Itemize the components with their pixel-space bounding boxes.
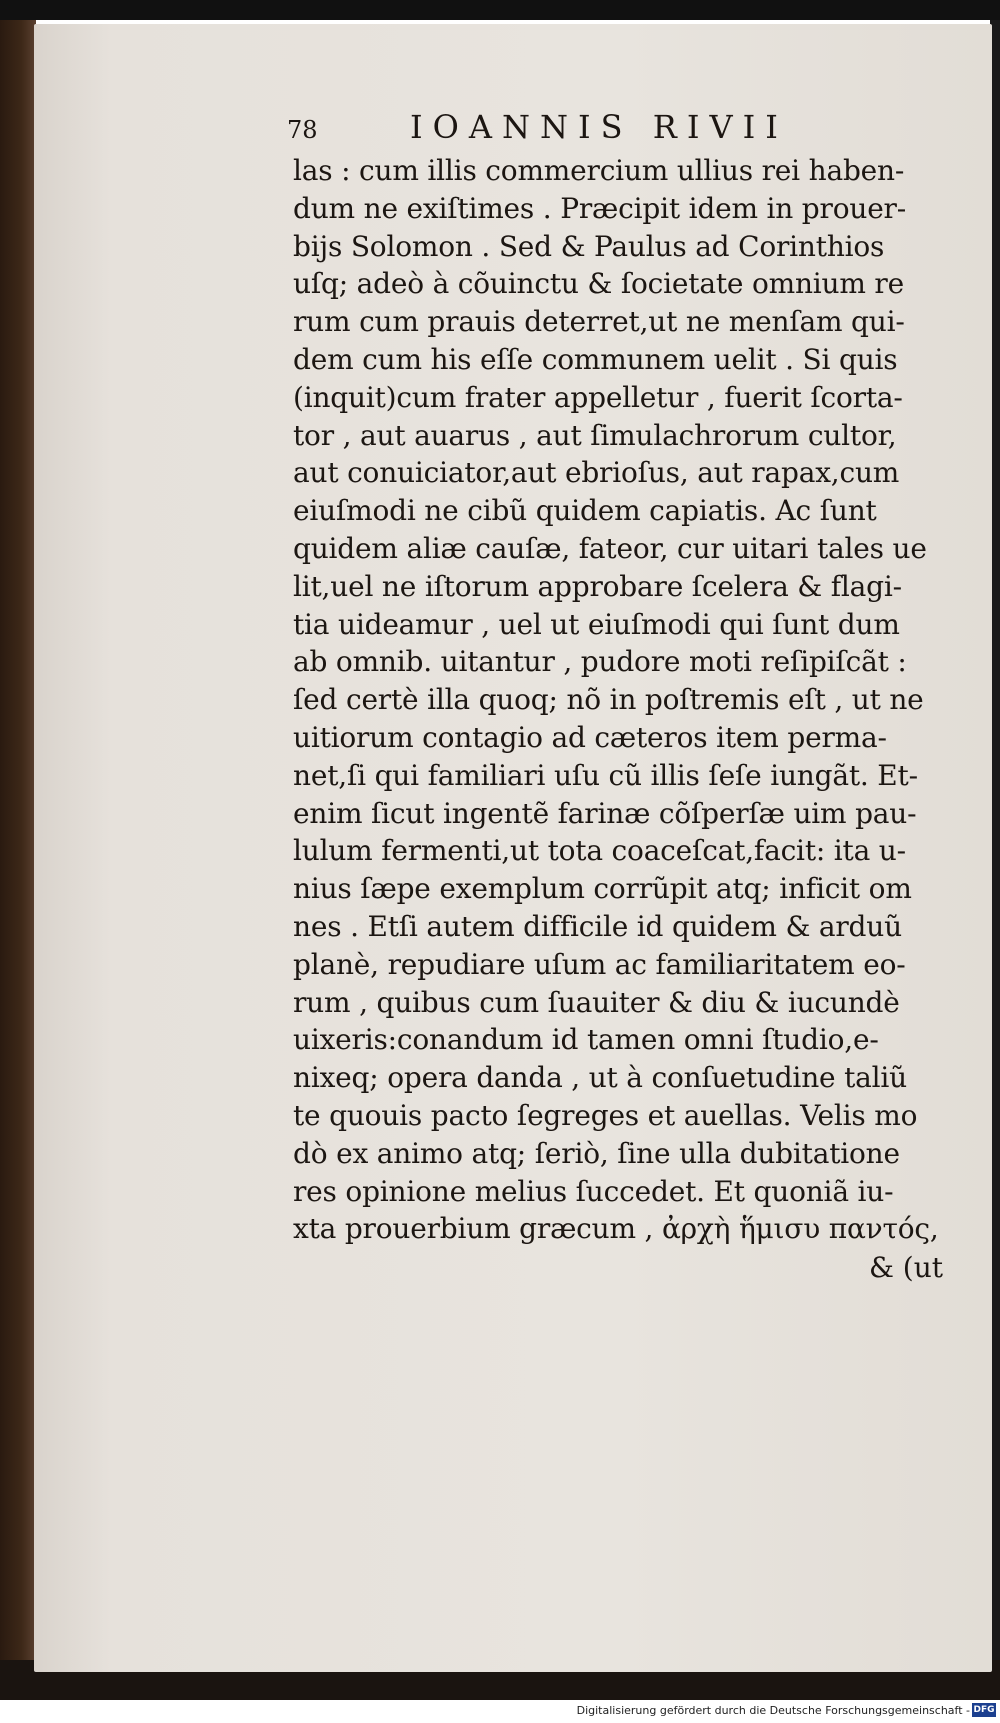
- text-line: eiuſmodi ne cibũ quidem capiatis. Ac ſunt: [293, 494, 877, 528]
- text-line: bijs Solomon . Sed & Paulus ad Corinthios: [293, 229, 885, 263]
- text-line: net,ſi qui familiari uſu cũ illis ſeſe iungãt. Et-: [293, 758, 918, 792]
- digitization-footer: [0, 1700, 1000, 1723]
- page-header: [287, 108, 953, 152]
- body-text: [293, 152, 953, 1288]
- text-line: lit,uel ne iſtorum approbare ſcelera & flagi-: [293, 569, 902, 603]
- text-line: res opinione melius ſuccedet. Et quoniã iu-: [293, 1174, 894, 1208]
- left-binding-edge: [0, 20, 36, 1660]
- text-line: dem cum his eſſe communem uelit . Si quis: [293, 342, 898, 376]
- text-line: tor , aut auarus , aut ſimulachrorum cultor,: [293, 418, 897, 452]
- text-line: quidem aliæ cauſæ, fateor, cur uitari tales ue: [293, 531, 927, 565]
- text-line: tia uideamur , uel ut eiuſmodi qui ſunt dum: [293, 607, 900, 641]
- text-line: nius ſæpe exemplum corrũpit atq; inficit om: [293, 872, 912, 906]
- text-line: (inquit)cum frater appelletur , fuerit ſcorta-: [293, 380, 903, 414]
- catchword: & (ut: [868, 1251, 943, 1285]
- text-line: rum , quibus cum ſuauiter & diu & iucundè: [293, 985, 900, 1019]
- text-line: las : cum illis commercium ullius rei haben-: [293, 154, 905, 187]
- text-line: aut conuiciator,aut ebrioſus, aut rapax,cum: [293, 456, 900, 490]
- text-line: dum ne exiſtimes . Præcipit idem in prouer-: [293, 191, 907, 225]
- text-line: nes . Etſi autem difficile id quidem & arduũ: [293, 909, 902, 943]
- text-line: dò ex animo atq; ſeriò, ſine ulla dubitatione: [293, 1136, 900, 1170]
- text-line: rum cum prauis deterret,ut ne menſam qui-: [293, 305, 905, 339]
- text-line: lulum fermenti,ut tota coaceſcat,facit: ita u-: [293, 834, 906, 868]
- dfg-logo-icon: DFG: [973, 1705, 995, 1715]
- text-block: [287, 108, 953, 1288]
- text-line: uixeris:conandum id tamen omni ſtudio,e-: [293, 1023, 879, 1057]
- text-line: planè, repudiare uſum ac familiaritatem eo-: [293, 947, 906, 981]
- running-title: IOANNIS RIVII: [410, 108, 788, 146]
- text-line: enim ſicut ingentẽ farinæ cõſperſæ uim pau-: [293, 796, 917, 830]
- text-line: ab omnib. uitantur , pudore moti reſipiſcãt :: [293, 645, 907, 679]
- text-line: te quouis pacto ſegreges et auellas. Velis mo: [293, 1098, 918, 1132]
- text-line: uitiorum contagio ad cæteros item perma-: [293, 720, 887, 754]
- funding-credit: Digitalisierung gefördert durch die Deutsche Forschungsgemeinschaft -: [576, 1704, 970, 1717]
- page-number: 78: [287, 116, 318, 144]
- text-line: xta prouerbium græcum , ἀρχὴ ἥμισυ παντός,: [293, 1212, 939, 1246]
- text-line: ſed certè illa quoq; nõ in poſtremis eſt , ut ne: [293, 683, 924, 717]
- text-line: uſq; adeò à cõuinctu & ſocietate omnium re: [293, 267, 904, 301]
- text-line: nixeq; opera danda , ut à conſuetudine taliũ: [293, 1061, 907, 1095]
- top-border: [0, 0, 1000, 20]
